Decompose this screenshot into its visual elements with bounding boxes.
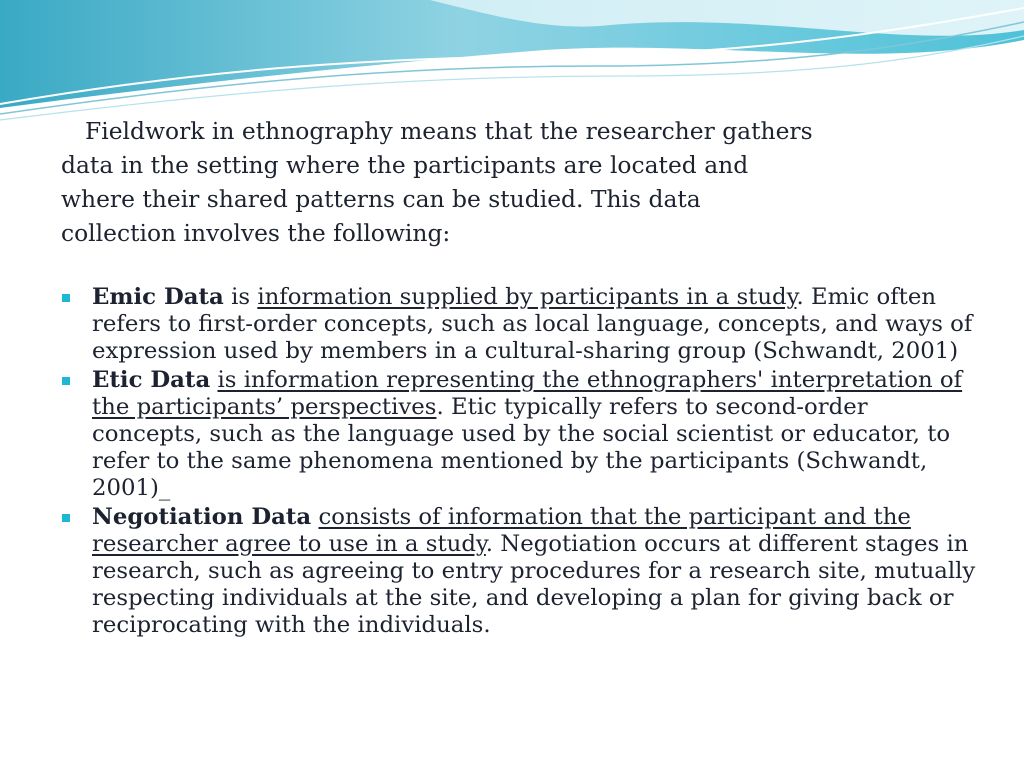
bullet-rest: . Etic typically refers to second-order concepts, such as the language used by the social scientist or educator, to refer to the same phenomena mentioned by the participants (Schwandt, 2001)_: [92, 394, 951, 501]
bullet-rest: . Emic often refers to first-order concepts, such as local language, concepts, and ways of expression used by members in a cultural-sharing group (Schwandt, 2001): [92, 284, 973, 364]
bullet-item-negotiation: [60, 504, 980, 639]
bullet-term: Etic Data: [92, 367, 211, 393]
bullet-item-emic: [60, 284, 980, 365]
bullet-connector: is: [223, 284, 258, 310]
bullet-rest: . Negotiation occurs at different stages in research, such as agreeing to entry procedures for a research site, mutually respecting individuals at the site, and developing a plan for giving back or reciprocating with the individuals.: [92, 531, 976, 638]
intro-paragraph: [61, 114, 821, 250]
bullet-list: [60, 284, 980, 641]
square-bullet-icon: [62, 294, 70, 302]
bullet-term: Negotiation Data: [92, 504, 312, 530]
square-bullet-icon: [62, 514, 70, 522]
bullet-definition: information supplied by participants in a study: [257, 284, 797, 310]
bullet-definition: is information representing the ethnographers' interpretation of the participants’ perspectives: [92, 367, 963, 420]
header-wave-decoration: [0, 0, 1024, 130]
intro-text: Fieldwork in ethnography means that the researcher gathers data in the setting where the participants are located and where their shared patterns can be studied. This data collection involves the following:: [61, 117, 813, 247]
square-bullet-icon: [62, 377, 70, 385]
bullet-definition: consists of information that the participant and the researcher agree to use in a study: [92, 504, 911, 557]
bullet-term: Emic Data: [92, 284, 224, 310]
bullet-item-etic: [60, 367, 980, 502]
